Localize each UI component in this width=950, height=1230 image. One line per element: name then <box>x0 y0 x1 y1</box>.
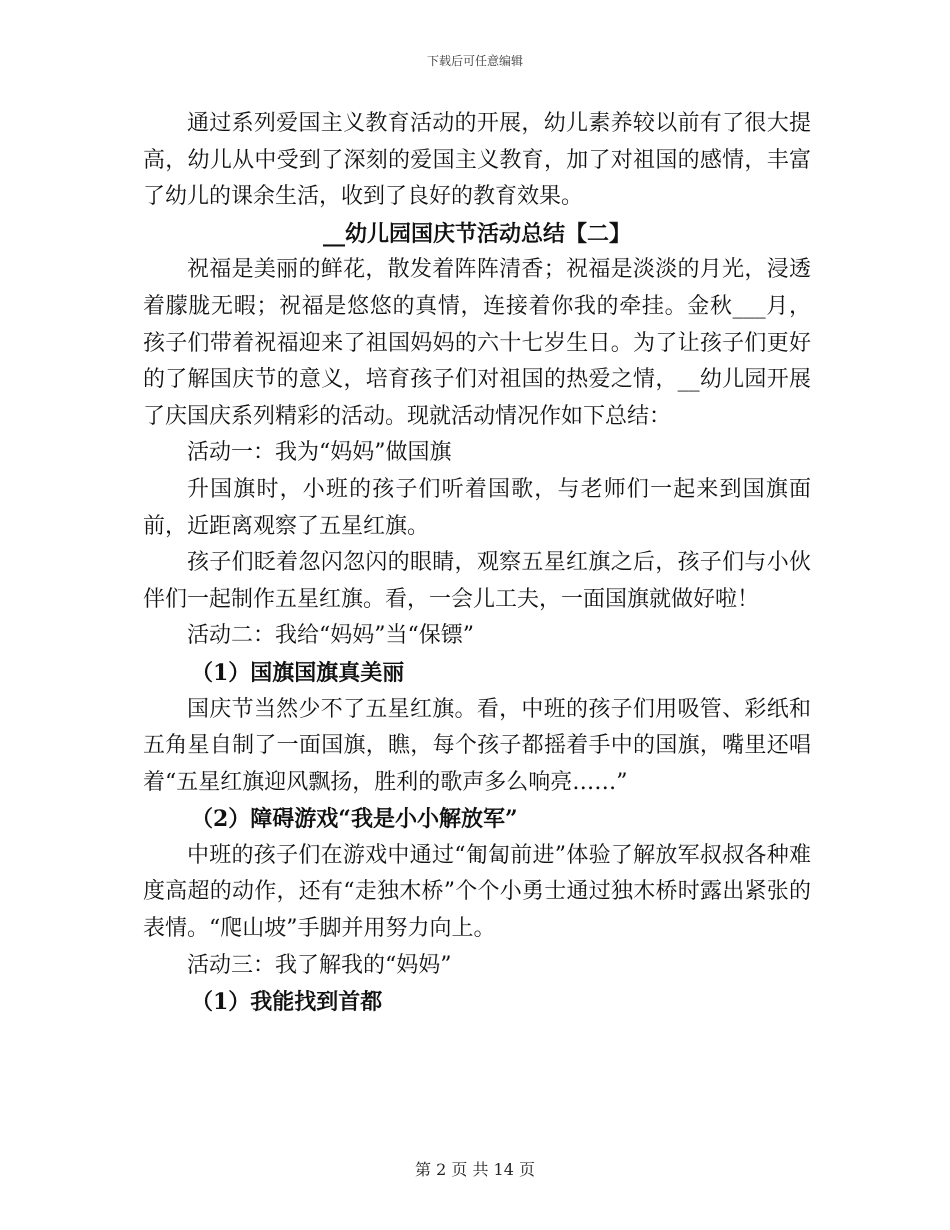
activity-three-heading: 活动三：我了解我的“妈妈” <box>187 952 452 978</box>
activity-one-heading: 活动一：我为“妈妈”做国旗 <box>187 440 452 466</box>
paragraph-national-day-flag: 国庆节当然少不了五星红旗。看，中班的孩子们用吸管、彩纸和五角星自制了一面国旗，瞧，每个孩子都摇着手中的国旗，嘴里还唱着“五星红旗迎风飘扬，胜利的歌声多么响亮……” <box>143 696 811 795</box>
page-footer: 第 2 页 共 14 页 <box>415 1160 535 1179</box>
paragraph-flag-raising: 升国旗时，小班的孩子们听着国歌，与老师们一起来到国旗面前，近距离观察了五星红旗。 <box>143 476 811 539</box>
subheading-beautiful-flag: （1）国旗国旗真美丽 <box>191 659 405 686</box>
paragraph-flag-making: 孩子们眨着忽闪忽闪的眼睛，观察五星红旗之后，孩子们与小伙伴们一起制作五星红旗。看，一会儿工夫，一面国旗就做好啦！ <box>143 550 811 612</box>
subheading-find-capital: （1）我能找到首都 <box>191 989 383 1016</box>
activity-two-heading: 活动二：我给“妈妈”当“保镖” <box>187 623 474 649</box>
page-header: 下载后可任意编辑 <box>426 54 523 68</box>
paragraph-obstacle-game: 中班的孩子们在游戏中通过“匍匐前进”体验了解放军叔叔各种难度高超的动作，还有“走独木桥”个个小勇士通过独木桥时露出紧张的表情。“爬山坡”手脚并用努力向上。 <box>143 842 811 942</box>
section-title: __幼儿园国庆节活动总结【二】 <box>322 220 631 247</box>
subheading-obstacle-game: （2）障碍游戏“我是小小解放军” <box>191 806 518 833</box>
paragraph-intro: 祝福是美丽的鲜花，散发着阵阵清香；祝福是淡淡的月光，浸透着朦胧无暇；祝福是悠悠的真情，连接着你我的牵挂。金秋___月，孩子们带着祝福迎来了祖国妈妈的六十七岁生日。为了让孩子们更好的了解国庆节的意义，培育孩子们对祖国的热爱之情，__幼儿园开展了庆国庆系列精彩的活动。现就活动情况作如下总结： <box>143 257 811 429</box>
document-body <box>143 106 811 1021</box>
paragraph-conclusion: 通过系列爱国主义教育活动的开展，幼儿素养较以前有了很大提高，幼儿从中受到了深刻的爱国主义教育，加了对祖国的感情，丰富了幼儿的课余生活，收到了良好的教育效果。 <box>143 111 811 210</box>
